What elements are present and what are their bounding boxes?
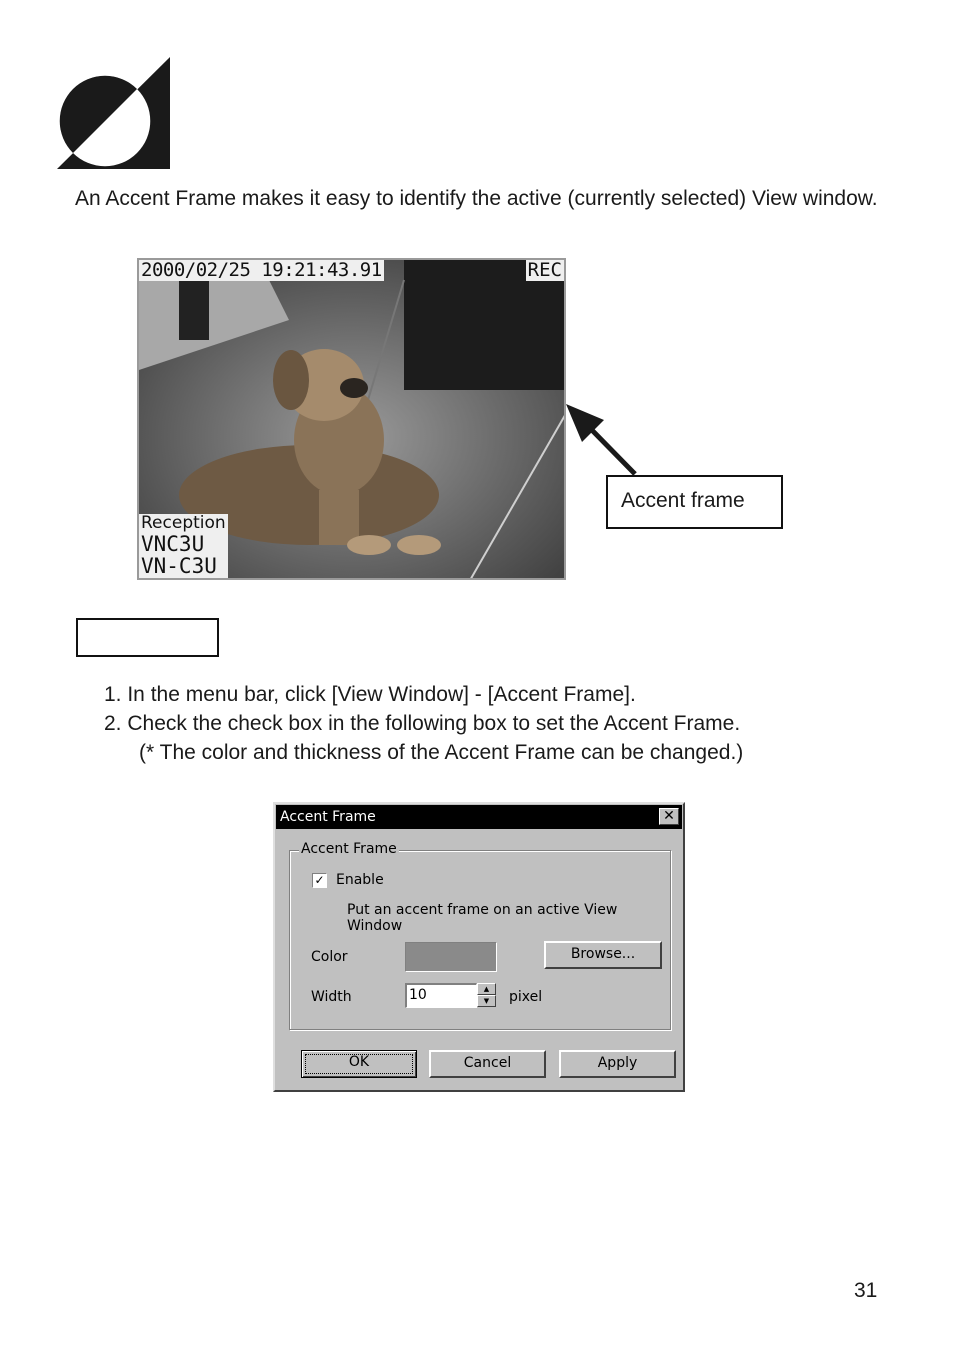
color-label: Color	[311, 949, 348, 965]
pixel-unit-label: pixel	[509, 989, 543, 1005]
width-spinner[interactable]	[477, 983, 496, 1008]
close-button[interactable]: ✕	[659, 808, 679, 825]
spin-down-icon[interactable]: ▼	[477, 995, 496, 1007]
camera-name: VNC3U	[141, 531, 205, 556]
page-number: 31	[854, 1279, 878, 1302]
cancel-button[interactable]: Cancel	[429, 1050, 546, 1078]
width-label: Width	[311, 989, 352, 1005]
width-input[interactable]: 10	[405, 983, 477, 1008]
accent-frame-callout: Accent frame	[606, 475, 783, 529]
intro-paragraph: An Accent Frame makes it easy to identify the active (currently selected) View window.	[75, 187, 878, 210]
reception-label: Reception	[141, 513, 226, 534]
operation-label-box	[76, 618, 219, 657]
step-note: (* The color and thickness of the Accent Frame can be changed.)	[139, 741, 744, 764]
timestamp-overlay: 2000/02/25 19:21:43.91	[141, 259, 382, 281]
dialog-title: Accent Frame	[280, 809, 376, 825]
color-swatch	[405, 942, 497, 972]
camera-model: VN-C3U	[141, 553, 217, 578]
group-label: Accent Frame	[301, 841, 397, 857]
dialog-titlebar[interactable]	[276, 805, 682, 829]
step-1: 1. In the menu bar, click [View Window] - [Accent Frame].	[104, 683, 636, 706]
instruction-steps	[104, 680, 904, 767]
camera-info-overlay	[139, 514, 228, 578]
enable-description: Put an accent frame on an active View Window	[347, 902, 618, 934]
enable-label[interactable]: Enable	[336, 872, 384, 888]
camera-view-window	[137, 258, 566, 580]
section-logo-icon	[57, 57, 170, 169]
apply-button[interactable]: Apply	[559, 1050, 676, 1078]
rec-indicator: REC	[527, 259, 562, 281]
browse-button[interactable]: Browse...	[544, 941, 662, 969]
step-2: 2. Check the check box in the following box to set the Accent Frame.	[104, 712, 741, 735]
accent-frame-dialog	[273, 802, 685, 1092]
enable-checkbox[interactable]: ✓	[312, 873, 327, 888]
ok-button[interactable]: OK	[301, 1050, 417, 1078]
spin-up-icon[interactable]: ▲	[477, 983, 496, 995]
